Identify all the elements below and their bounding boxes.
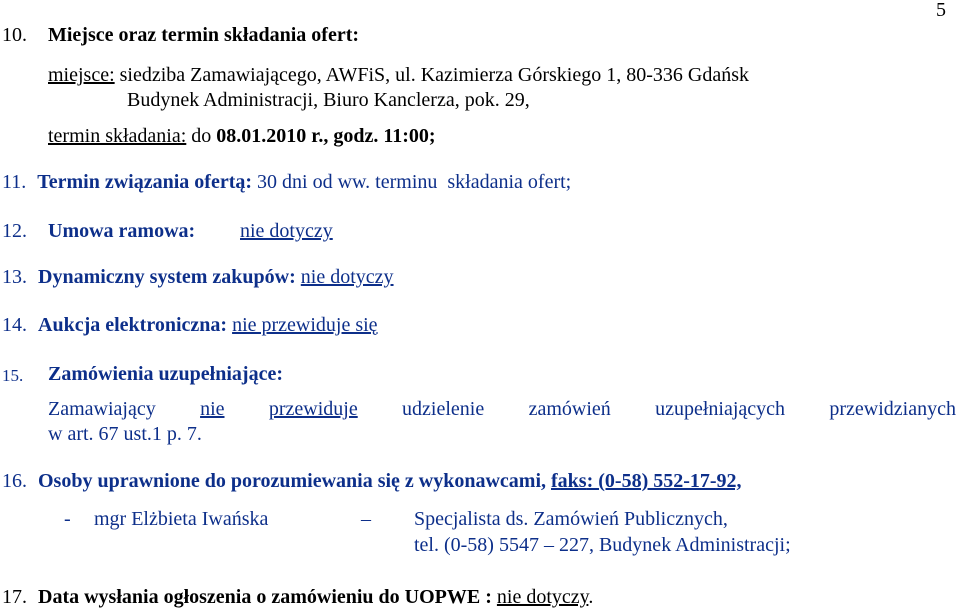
- section-17-value: nie dotyczy: [496, 586, 589, 608]
- contact-dash: -: [64, 508, 71, 530]
- section-11-title: Termin związania ofertą:: [37, 171, 253, 193]
- section-14-number: 14.: [2, 314, 27, 336]
- section-11-line: [2, 170, 571, 194]
- section-16-title: Osoby uprawnione do porozumiewania się z wykonawcami,: [38, 470, 547, 492]
- deadline-label: termin składania:: [48, 125, 187, 147]
- section-15-word: przewiduje: [268, 398, 358, 420]
- page-number: 5: [936, 0, 946, 21]
- place-label: miejsce:: [48, 64, 115, 86]
- place-line: [48, 63, 749, 87]
- section-11-number: 11.: [2, 171, 27, 193]
- section-17-end: .: [588, 586, 594, 608]
- section-16-fax-label: faks: [551, 470, 587, 492]
- section-15-number: 15.: [2, 366, 24, 385]
- contact-person-role: Specjalista ds. Zamówień Publicznych,: [414, 508, 728, 530]
- section-13-title: Dynamiczny system zakupów:: [38, 266, 296, 288]
- section-15-word: udzielenie: [402, 398, 485, 420]
- section-13-number: 13.: [2, 266, 27, 288]
- section-15-word: Zamawiający: [48, 398, 156, 420]
- section-15-paragraph-line1: [48, 397, 956, 421]
- section-16-line: [2, 469, 742, 493]
- contact-person-dash: –: [361, 508, 371, 530]
- section-16-number: 16.: [2, 470, 27, 492]
- section-14-title: Aukcja elektroniczna:: [38, 314, 228, 336]
- section-16-fax-value: : (0-58) 552-17-92,: [586, 470, 742, 492]
- contact-person-phone: tel. (0-58) 5547 – 227, Budynek Administracji;: [414, 534, 791, 556]
- section-15-paragraph-line2: w art. 67 ust.1 p. 7.: [48, 423, 202, 445]
- section-17-title: Data wysłania ogłoszenia o zamówieniu do UOPWE :: [38, 586, 492, 608]
- deadline-line: [48, 124, 436, 148]
- section-12-value: nie dotyczy: [240, 220, 333, 242]
- section-14-value: nie przewiduje się: [232, 314, 378, 336]
- section-15-word: przewidzianych: [829, 398, 956, 420]
- contact-person-name: mgr Elżbieta Iwańska: [94, 508, 269, 530]
- section-12-number: 12.: [2, 220, 27, 242]
- section-15-title: Zamówienia uzupełniające:: [48, 363, 283, 385]
- section-10-title: Miejsce oraz termin składania ofert:: [48, 24, 360, 46]
- section-17-line: [2, 585, 593, 609]
- section-10-number: 10.: [2, 24, 27, 46]
- section-14-line: [2, 313, 378, 337]
- place-value: siedziba Zamawiającego, AWFiS, ul. Kazimierza Górskiego 1, 80-336 Gdańsk: [119, 64, 749, 86]
- section-13-value: nie dotyczy: [300, 266, 394, 288]
- section-15-word: nie: [200, 398, 225, 420]
- deadline-date: 08.01.2010 r., godz. 11:00;: [216, 125, 436, 147]
- place-value-line2: Budynek Administracji, Biuro Kanclerza, pok. 29,: [127, 89, 530, 111]
- section-15-word: zamówień: [528, 398, 611, 420]
- section-12-title: Umowa ramowa:: [48, 220, 196, 242]
- section-15-word: uzupełniających: [655, 398, 786, 420]
- section-13-line: [2, 265, 394, 289]
- deadline-prefix: do: [191, 125, 212, 147]
- section-17-number: 17.: [2, 586, 27, 608]
- section-11-value: 30 dni od ww. terminu składania ofert;: [257, 171, 572, 193]
